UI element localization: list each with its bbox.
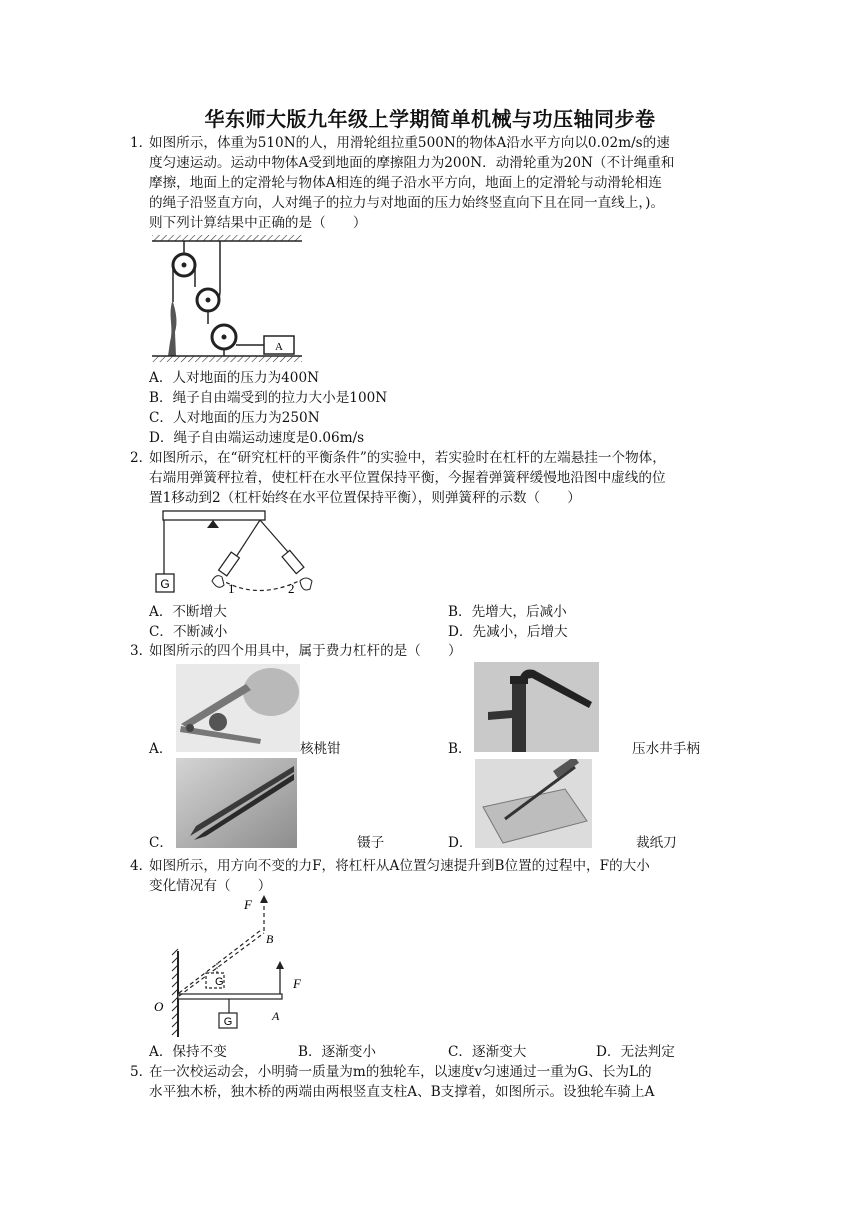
question-3-option-a-caption: 核桃钳 (300, 741, 341, 757)
question-1-option-d: D．绳子自由端运动速度是0.06m/s (149, 430, 365, 446)
walnut-cracker-image (176, 664, 300, 752)
question-1-line-1: 如图所示，体重为510N的人，用滑轮组拉重500N的物体A沿水平方向以0.02m/s的速 (149, 135, 670, 151)
position-2-label: 2 (288, 581, 295, 596)
question-2-option-d: D．先减小，后增大 (448, 624, 568, 640)
point-b-label: B (266, 932, 274, 946)
block-a-label: A (275, 341, 283, 353)
question-5-number: 5． (130, 1064, 153, 1080)
question-2-line-3: 置1移动到2（杠杆始终在水平位置保持平衡），则弹簧秤的示数（ ） (149, 490, 581, 506)
question-2-line-1: 如图所示，在“研究杠杆的平衡条件”的实验中，若实验时在杠杆的左端悬挂一个物体， (149, 450, 666, 466)
question-3-option-b-caption: 压水井手柄 (632, 741, 700, 757)
question-3-option-c-letter: C． (149, 835, 173, 851)
weight-g-raised-label: G (215, 976, 224, 988)
question-2-line-2: 右端用弹簧秤拉着，使杠杆在水平位置保持平衡，今握着弹簧秤缓慢地沿图中虚线的位 (149, 470, 666, 486)
question-4-option-d: D．无法判定 (596, 1044, 675, 1060)
question-3-option-b-letter: B． (448, 741, 472, 757)
question-5-line-2: 水平独木桥，独木桥的两端由两根竖直支柱A、B支撑着，如图所示。设独轮车骑上A (149, 1084, 655, 1100)
question-4-option-a: A．保持不变 (149, 1044, 227, 1060)
question-3-line-1: 如图所示的四个用具中，属于费力杠杆的是（ ） (149, 643, 462, 659)
weight-g-label: G (223, 1016, 233, 1028)
question-5-line-1: 在一次校运动会，小明骑一质量为m的独轮车，以速度v匀速通过一重为G、长为L的 (149, 1064, 652, 1080)
question-2-option-a: A．不断增大 (149, 604, 227, 620)
point-a-label: A (272, 1009, 280, 1023)
question-1-option-a: A．人对地面的压力为400N (149, 370, 320, 386)
question-2-number: 2． (130, 450, 153, 466)
pivot-o-label: O (154, 999, 164, 1014)
question-2-option-c: C．不断减小 (149, 624, 228, 640)
question-1-number: 1． (130, 135, 153, 151)
question-3-number: 3． (130, 643, 153, 659)
question-4-number: 4． (130, 858, 153, 874)
force-f-top-label: F (244, 897, 252, 912)
lever-balance-figure (148, 507, 328, 602)
force-f-right-label: F (293, 976, 301, 991)
question-1-option-c: C．人对地面的压力为250N (149, 410, 320, 426)
question-2-option-b: B．先增大，后减小 (448, 604, 567, 620)
paper-cutter-image (475, 759, 592, 848)
question-4-line-1: 如图所示，用方向不变的力F，将杠杆从A位置匀速提升到B位置的过程中，F的大小 (149, 858, 650, 874)
page-title: 华东师大版九年级上学期简单机械与功压轴同步卷 (204, 107, 656, 131)
question-1-line-2: 度匀速运动。运动中物体A受到地面的摩擦阻力为200N．动滑轮重为20N（不计绳重和 (149, 155, 675, 171)
question-1-line-4: 的绳子沿竖直方向，人对绳子的拉力与对地面的压力始终竖直向下且在同一直线上，)。 (149, 195, 665, 211)
pulley-system-figure (148, 232, 308, 367)
question-4-option-c: C．逐渐变大 (448, 1044, 527, 1060)
weight-g-label: G (160, 577, 170, 591)
question-3-option-d-caption: 裁纸刀 (636, 835, 677, 851)
tweezers-image (176, 758, 297, 848)
question-3-option-a-letter: A． (149, 741, 173, 757)
question-4-line-2: 变化情况有（ ） (149, 878, 272, 894)
position-1-label: 1 (228, 581, 235, 596)
question-1-line-3: 摩擦，地面上的定滑轮与物体A相连的绳子沿水平方向，地面上的定滑轮与动滑轮相连 (149, 175, 662, 191)
question-1-option-b: B．绳子自由端受到的拉力大小是100N (149, 390, 388, 406)
question-3-option-d-letter: D． (448, 835, 473, 851)
lever-rotation-figure (148, 893, 308, 1043)
question-3-option-c-caption: 镊子 (357, 835, 385, 851)
question-4-option-b: B．逐渐变小 (298, 1044, 376, 1060)
water-pump-image (474, 662, 599, 752)
question-1-line-5: 则下列计算结果中正确的是（ ） (149, 215, 367, 231)
